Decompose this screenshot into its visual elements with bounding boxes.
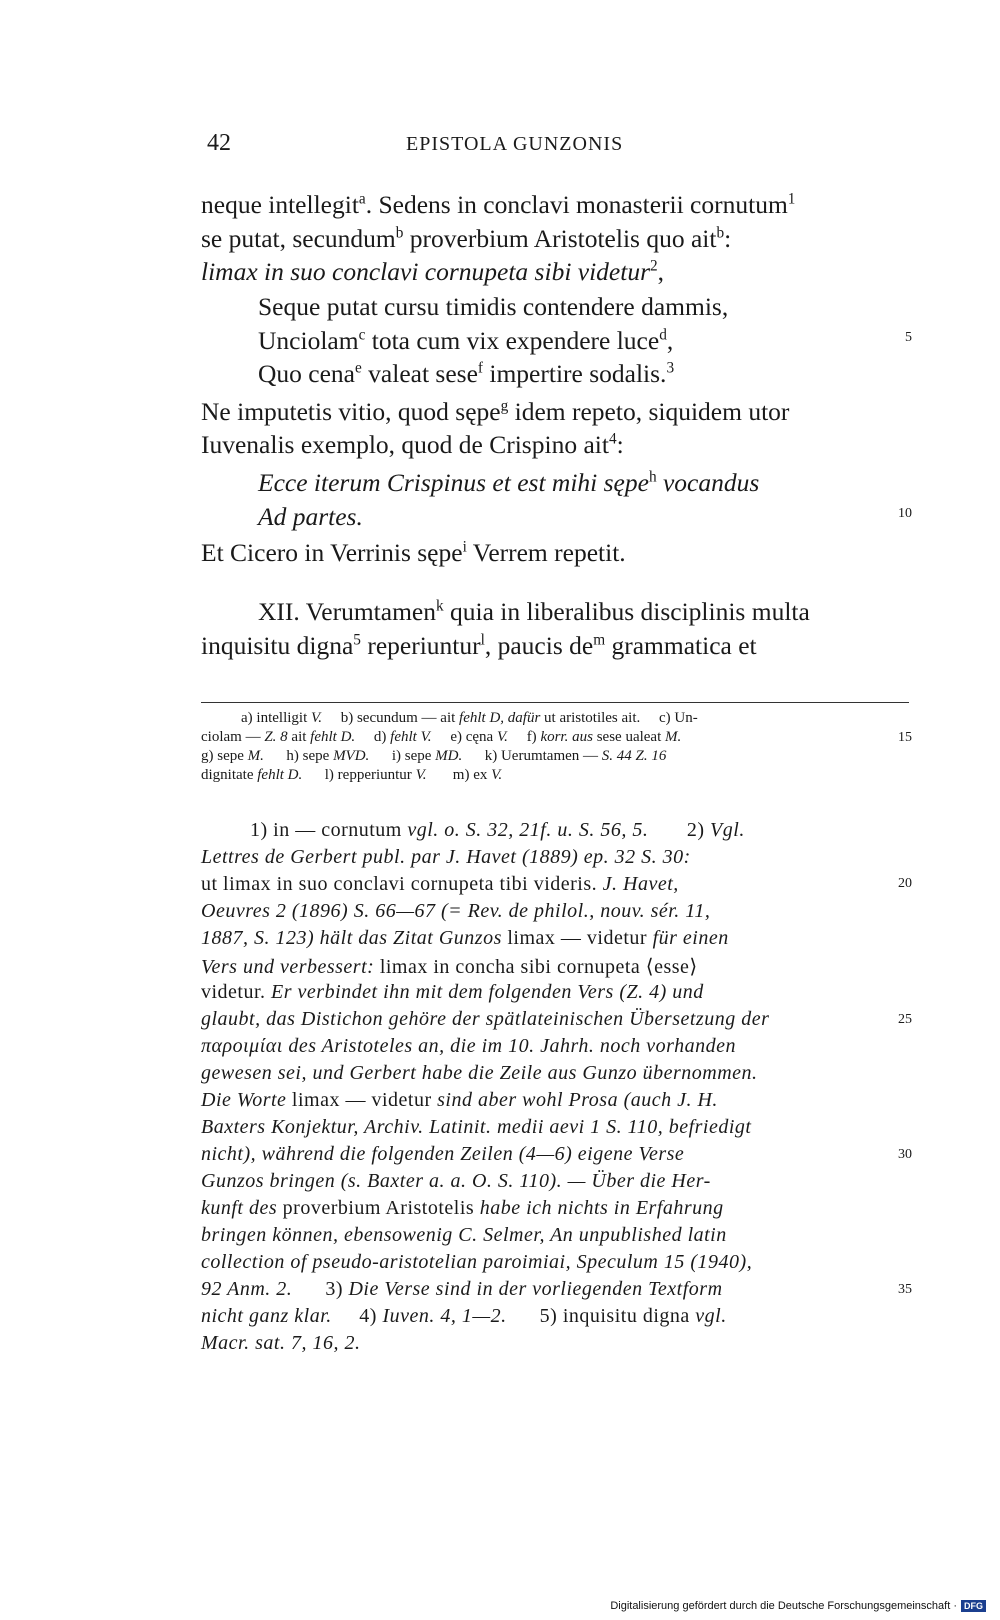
- apparatus-line: dignitate fehlt D. l) repperiuntur V. m) ex V.: [201, 767, 503, 783]
- apparatus-line: ciolam — Z. 8 ait fehlt D. d) fehlt V. e) cęna V. f) korr. aus sese ualeat M.: [201, 729, 682, 745]
- running-title: EPISTOLA GUNZONIS: [406, 133, 624, 155]
- footnote-line: videtur. Er verbindet ihn mit dem folgenden Vers (Z. 4) und: [201, 981, 704, 1003]
- footnote-line: Oeuvres 2 (1896) S. 66—67 (= Rev. de philol., nouv. sér. 11,: [201, 900, 711, 922]
- footnote-line: Macr. sat. 7, 16, 2.: [201, 1332, 361, 1354]
- footnote-line: glaubt, das Distichon gehöre der spätlateinischen Übersetzung der: [201, 1008, 770, 1030]
- footnote-line: 1) in — cornutum vgl. o. S. 32, 21f. u. S. 56, 5. 2) Vgl.: [250, 819, 745, 841]
- footnote-line: nicht), während die folgenden Zeilen (4—6) eigene Verse: [201, 1143, 685, 1165]
- footnote-line: Gunzos bringen (s. Baxter a. a. O. S. 110). — Über die Her-: [201, 1170, 711, 1192]
- footnote-line: παροιμίαι des Aristoteles an, die im 10. Jahrh. noch vorhanden: [201, 1035, 736, 1057]
- apparatus-rule: [201, 702, 909, 703]
- footnote-line: collection of pseudo-aristotelian paroimiai, Speculum 15 (1940),: [201, 1251, 753, 1273]
- dfg-logo: DFG: [961, 1600, 986, 1612]
- line-number: 25: [898, 1012, 912, 1027]
- footnote-line: gewesen sei, und Gerbert habe die Zeile aus Gunzo übernommen.: [201, 1062, 758, 1084]
- footnote-line: Vers und verbessert: limax in concha sibi cornupeta ⟨esse⟩: [201, 956, 698, 978]
- main-text-line: Iuvenalis exemplo, quod de Crispino ait$^4$:: [201, 430, 624, 459]
- line-number: 35: [898, 1282, 912, 1297]
- main-text-line: inquisitu digna$^5$ reperiuntur$^l$, paucis $de^m$ grammatica et: [201, 631, 757, 660]
- line-number: 5: [905, 330, 912, 345]
- footnote-line: ut limax in suo conclavi cornupeta tibi videris. J. Havet,: [201, 873, 679, 895]
- main-text-line: Seque putat cursu timidis contendere dammis,: [258, 292, 729, 321]
- dfg-footer: [610, 1600, 986, 1612]
- main-text-line: XII. Verumtamen$^k$ quia in liberalibus disciplinis multa: [258, 597, 810, 626]
- main-text-line: Ne imputetis vitio, quod sępe$^g$ idem repeto, siquidem utor: [201, 397, 790, 426]
- line-number: 20: [898, 876, 912, 891]
- page-number: 42: [207, 130, 231, 156]
- line-number: 10: [898, 506, 912, 521]
- footer-credit: Digitalisierung gefördert durch die Deutsche Forschungsgemeinschaft ·: [610, 1600, 957, 1612]
- footnote-line: Lettres de Gerbert publ. par J. Havet (1889) ep. 32 S. 30:: [201, 846, 691, 868]
- main-text-line: Quo cena$^e$ valeat sese$^f$ impertire sodalis.$^3$: [258, 359, 675, 388]
- line-number: 30: [898, 1147, 912, 1162]
- main-text-line: se putat, secundum$^b$ proverbium Aristotelis quo ait$^b$:: [201, 224, 732, 253]
- apparatus-line: g) sepe M. h) sepe MVD. i) sepe MD. k) Uerumtamen — S. 44 Z. 16: [201, 748, 667, 764]
- footnote-line: kunft des proverbium Aristotelis habe ich nichts in Erfahrung: [201, 1197, 724, 1219]
- main-text-line: Unciolam$^c$ tota cum vix expendere luce$^d$,: [258, 326, 674, 355]
- footnote-line: bringen können, ebensowenig C. Selmer, An unpublished latin: [201, 1224, 727, 1246]
- footnote-line: Die Worte limax — videtur sind aber wohl Prosa (auch J. H.: [201, 1089, 718, 1111]
- footnote-line: 1887, S. 123) hält das Zitat Gunzos limax — videtur für einen: [201, 927, 729, 949]
- main-text-line: Ecce iterum Crispinus et est mihi sępe$^h$ vocandus: [258, 468, 760, 497]
- footnote-line: nicht ganz klar. 4) Iuven. 4, 1—2. 5) inquisitu digna vgl.: [201, 1305, 727, 1327]
- main-text-line: limax in suo conclavi cornupeta sibi videtur$^2$,: [201, 257, 665, 286]
- line-number: 15: [898, 730, 912, 745]
- footnote-line: Baxters Konjektur, Archiv. Latinit. medii aevi 1 S. 110, befriedigt: [201, 1116, 752, 1138]
- main-text-line: neque intellegit$^a$. Sedens in conclavi monasterii cornutum$^1$: [201, 190, 796, 219]
- footnote-line: 92 Anm. 2. 3) Die Verse sind in der vorliegenden Textform: [201, 1278, 723, 1300]
- main-text-line: Et Cicero in Verrinis sępe$^i$ Verrem repetit.: [201, 538, 626, 567]
- main-text-line: Ad partes.: [258, 502, 363, 531]
- apparatus-line: a) intelligit V. b) secundum — ait fehlt D, dafür ut aristotiles ait. c) Un-: [241, 710, 698, 726]
